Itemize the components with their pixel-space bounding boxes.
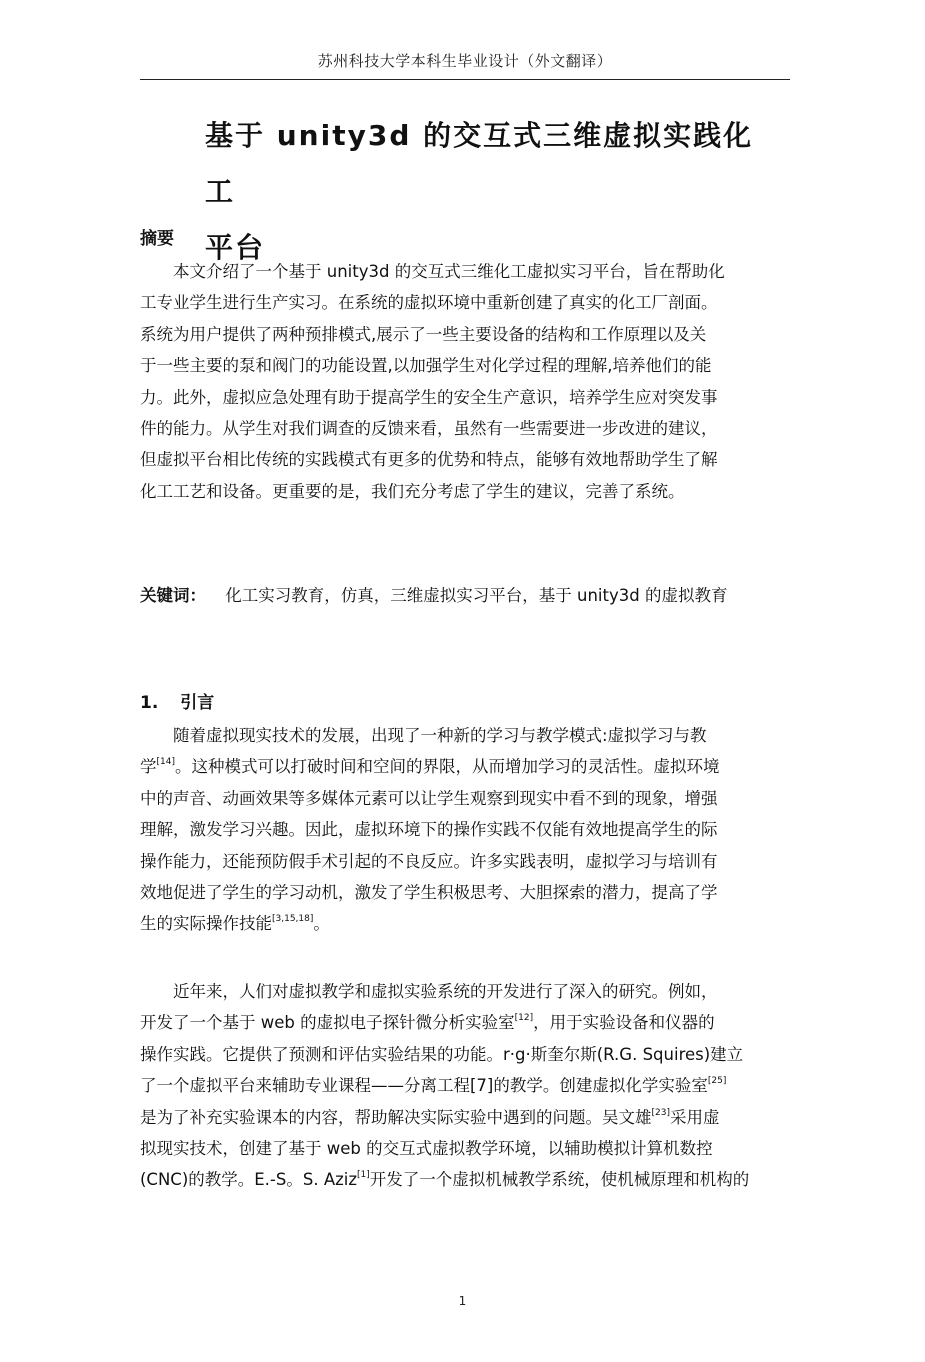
citation-ref: [25] — [707, 1076, 727, 1087]
paper-title — [205, 108, 775, 276]
body-line: 效地促进了学生的学习动机，激发了学生积极思考、大胆探索的潜力，提高了学 — [140, 883, 718, 903]
keywords-text: 化工实习教育，仿真，三维虚拟实习平台，基于 unity3d 的虚拟教育 — [225, 586, 728, 605]
body-line: 生的实际操作技能[3,15,18]。 — [140, 914, 330, 934]
intro-paragraph-1 — [140, 720, 790, 940]
citation-ref: [1] — [357, 1170, 370, 1181]
abstract-line: 件的能力。从学生对我们调查的反馈来看，虽然有一些需要进一步改进的建议， — [140, 419, 718, 439]
citation-ref: [23] — [651, 1107, 670, 1118]
abstract-line: 化工工艺和设备。更重要的是，我们充分考虑了学生的建议，完善了系统。 — [140, 481, 685, 501]
abstract-line: 于一些主要的泵和阀门的功能设置,以加强学生对化学过程的理解,培养他们的能 — [140, 356, 712, 376]
body-line: 拟现实技术，创建了基于 web 的交互式虚拟教学环境，以辅助模拟计算机数控 — [140, 1139, 713, 1159]
section-heading-introduction — [140, 688, 214, 713]
abstract-heading: 摘要 — [140, 229, 174, 249]
page-number: 1 — [458, 1294, 467, 1308]
body-line: 是为了补充实验课本的内容，帮助解决实际实验中遇到的问题。吴文雄[23]采用虚 — [140, 1107, 720, 1127]
abstract-line: 系统为用户提供了两种预排模式,展示了一些主要设备的结构和工作原理以及关 — [140, 324, 707, 344]
body-line: 开发了一个基于 web 的虚拟电子探针微分析实验室[12]，用于实验设备和仪器的 — [140, 1013, 715, 1033]
title-line-2: 平台 — [205, 231, 266, 264]
running-header: 苏州科技大学本科生毕业设计（外文翻译） — [317, 52, 613, 70]
title-line-1: 基于 unity3d 的交互式三维虚拟实践化工 — [205, 119, 754, 208]
body-line: 理解，激发学习兴趣。因此，虚拟环境下的操作实践不仅能有效地提高学生的际 — [140, 820, 718, 840]
section-title: 引言 — [180, 693, 215, 713]
citation-ref: [14] — [156, 757, 175, 768]
body-line: (CNC)的教学。E.-S。S. Aziz[1]开发了一个虚拟机械教学系统，使机械原理和机构的 — [140, 1170, 750, 1190]
body-line: 随着虚拟现实技术的发展，出现了一种新的学习与教学模式:虚拟学习与教 — [173, 726, 707, 745]
intro-paragraph-2 — [140, 976, 790, 1196]
body-line: 学[14]。这种模式可以打破时间和空间的界限，从而增加学习的灵活性。虚拟环境 — [140, 757, 720, 777]
body-line: 操作实践。它提供了预测和评估实验结果的功能。r·g·斯奎尔斯(R.G. Squires)建立 — [140, 1044, 744, 1064]
abstract-line: 但虚拟平台相比传统的实践模式有更多的优势和特点，能够有效地帮助学生了解 — [140, 450, 718, 470]
citation-ref: [3,15,18] — [272, 914, 314, 925]
section-number: 1. — [140, 693, 159, 713]
body-line: 操作能力，还能预防假手术引起的不良反应。许多实践表明，虚拟学习与培训有 — [140, 851, 718, 871]
keywords-label: 关键词： — [140, 586, 206, 605]
abstract-paragraph — [140, 256, 790, 507]
body-line: 中的声音、动画效果等多媒体元素可以让学生观察到现实中看不到的现象，增强 — [140, 788, 718, 808]
citation-ref: [12] — [514, 1013, 534, 1024]
abstract-line: 本文介绍了一个基于 unity3d 的交互式三维化工虚拟实习平台，旨在帮助化 — [173, 262, 725, 281]
body-line: 近年来，人们对虚拟教学和虚拟实验系统的开发进行了深入的研究。例如， — [173, 982, 718, 1001]
abstract-line: 工专业学生进行生产实习。在系统的虚拟环境中重新创建了真实的化工厂剖面。 — [140, 293, 718, 313]
body-line: 了一个虚拟平台来辅助专业课程——分离工程[7]的教学。创建虚拟化学实验室[25] — [140, 1076, 727, 1096]
header-rule — [140, 79, 790, 80]
keywords-line — [140, 582, 800, 606]
abstract-line: 力。此外，虚拟应急处理有助于提高学生的安全生产意识，培养学生应对突发事 — [140, 387, 718, 407]
